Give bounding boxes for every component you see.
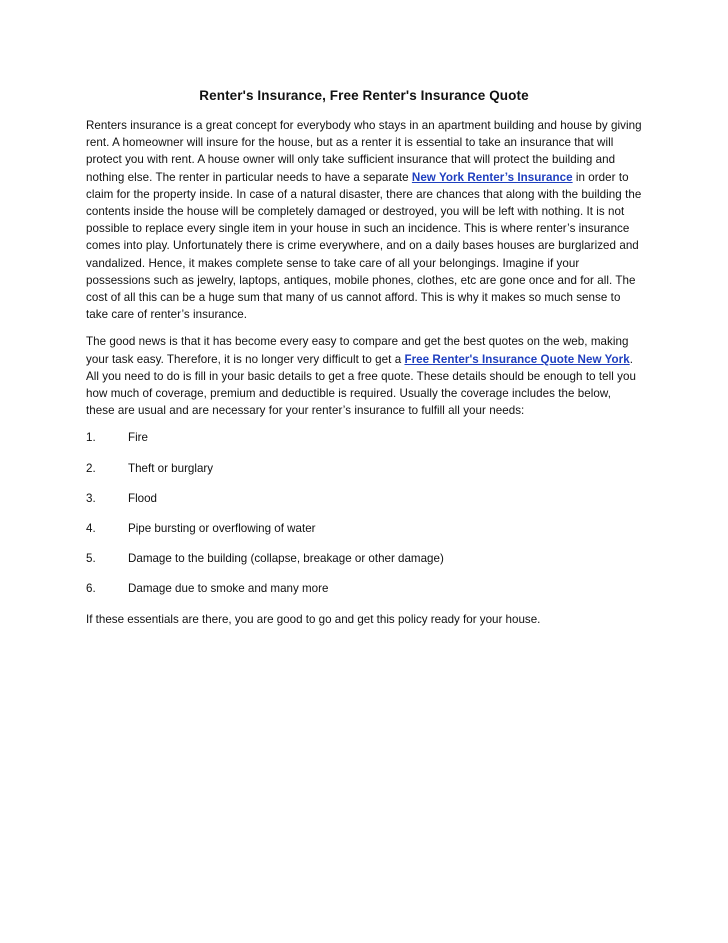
- list-item: [86, 580, 642, 610]
- list-number: 4.: [86, 522, 96, 536]
- document-title: Renter's Insurance, Free Renter's Insurance Quote: [199, 88, 529, 103]
- list-item: [86, 520, 642, 550]
- list-text: Theft or burglary: [128, 461, 214, 475]
- paragraph-text: The good news is that it has become every easy to compare and get the best quotes on the web, making your task easy. Therefore, it is no longer very difficult to get a: [86, 335, 629, 366]
- paragraph-text: . All you need to do is fill in your basic details to get a free quote. These details should be enough to tell you how much of coverage, premium and deductible is required. Usually the coverage includes the below, these are usual and are necessary for your renter’s insurance to fulfill all your needs:: [86, 352, 636, 418]
- paragraph-good-news: [86, 333, 642, 419]
- list-text: Damage to the building (collapse, breakage or other damage): [128, 552, 444, 566]
- list-item: [86, 460, 642, 490]
- list-item: [86, 490, 642, 520]
- list-text: Damage due to smoke and many more: [128, 582, 329, 596]
- closing-paragraph: If these essentials are there, you are good to go and get this policy ready for your house.: [86, 612, 541, 626]
- list-number: 1.: [86, 431, 96, 445]
- coverage-list: [86, 429, 642, 610]
- paragraph-intro: [86, 117, 642, 323]
- paragraph-text: Renters insurance is a great concept for everybody who stays in an apartment building and house by giving rent. A homeowner will insure for the house, but as a renter it is essential to take an insurance that will protect you with rent. A house owner will only take sufficient insurance that will protect the building and nothing else. The renter in particular needs to have a separate: [86, 119, 642, 184]
- list-item: [86, 550, 642, 580]
- list-text: Fire: [128, 431, 148, 445]
- list-number: 2.: [86, 461, 96, 475]
- list-text: Flood: [128, 491, 158, 505]
- paragraph-text: in order to claim for the property inside. In case of a natural disaster, there are chances that along with the building the contents inside the house will be completely damaged or destroyed, you will be left with nothing. It is not possible to replace every single item in your house in such an incidence. This is where renter’s insurance comes into play. Unfortunately there is crime everywhere, and on a daily bases houses are burglarized and vandalized. Hence, it makes complete sense to take care of all your belongings. Imagine if your possessions such as jewelry, laptops, antiques, mobile phones, clothes, etc are gone once and for all. The cost of all this can be a huge sum that many of us cannot afford. This is why it makes so much sense to take care of renter’s insurance.: [86, 170, 642, 322]
- list-item: [86, 429, 642, 459]
- list-number: 6.: [86, 582, 96, 596]
- list-text: Pipe bursting or overflowing of water: [128, 522, 316, 536]
- list-number: 5.: [86, 552, 96, 566]
- list-number: 3.: [86, 491, 96, 505]
- free-quote-link[interactable]: Free Renter's Insurance Quote New York: [404, 352, 630, 366]
- new-york-renters-insurance-link[interactable]: New York Renter’s Insurance: [411, 170, 573, 184]
